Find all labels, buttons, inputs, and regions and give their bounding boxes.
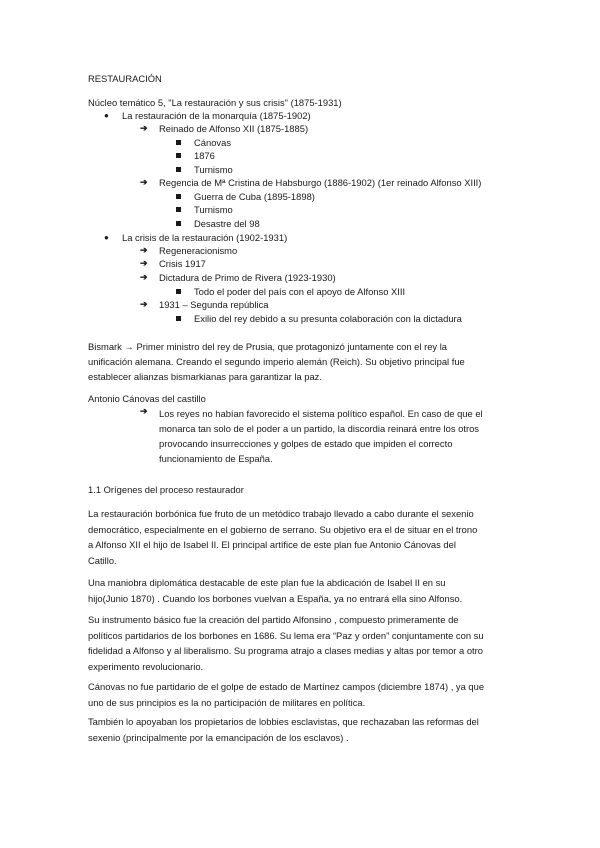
outline-item-a1-2: 1876 (194, 150, 215, 161)
outline-item-b1: Regeneracionismo (159, 245, 238, 256)
outline-item-a1-1: Cánovas (194, 137, 232, 148)
arrow-icon: ➔ (140, 177, 148, 187)
paragraph-line: establecer alianzas bismarkianas para garantizar la paz. (88, 371, 322, 382)
square-bullet-icon (176, 289, 181, 294)
outline-item-a2: Regencia de Mª Cristina de Habsburgo (1886-1902) (1er reinado Alfonso XIII) (159, 177, 482, 188)
outline-item-a: La restauración de la monarquía (1875-1902) (122, 110, 311, 121)
paragraph-line: También lo apoyaban los propietarios de lobbies esclavistas, que rechazaban las reformas del (88, 716, 479, 727)
paragraph-line: hijo(Junio 1870) . Cuando los borbones vuelvan a España, ya no entrará ella sino Alfonso. (88, 592, 463, 604)
paragraph-1 (88, 506, 520, 568)
outline-item-a2-3: Desastre del 98 (194, 218, 260, 229)
paragraph-line: Una maniobra diplomática destacable de este plan fue la abdicación de Isabel II en su (88, 577, 446, 588)
square-bullet-icon (176, 194, 181, 199)
paragraph-line: Bismark → Primer ministro del rey de Prusia, que protagonizó juntamente con el rey la (88, 341, 448, 352)
bismarck-paragraph (88, 339, 520, 384)
paragraph-line: unificación alemana. Creando el segundo imperio alemán (Reich). Su objetivo principal fue (88, 356, 465, 367)
paragraph-line: monarca tan solo de el poder a un partido, la discordia reinará entre los otros (159, 423, 479, 434)
paragraph-line: políticos partidarios de los borbones en 1686. Su lema era “Paz y orden” conjuntamente con su (88, 629, 484, 641)
arrow-icon: ➔ (140, 245, 148, 255)
outline-item-b4-1: Exilio del rey debido a su presunta colaboración con la dictadura (194, 313, 462, 324)
outline-item-a1-3: Turnismo (194, 164, 233, 175)
paragraph-line: sexenio (principalmente por la emancipación de los esclavos) . (88, 731, 349, 743)
paragraph-line: Cánovas no fue partidario de el golpe de estado de Martínez campos (diciembre 1874) , ya que (88, 681, 485, 692)
outline-item-b: La crisis de la restauración (1902-1931) (122, 232, 288, 243)
bullet-icon: ● (104, 111, 109, 120)
square-bullet-icon (176, 207, 181, 212)
paragraph-line: provocando insurrecciones y golpes de estado que impiden el correcto (159, 438, 453, 449)
document-title: RESTAURACIÓN (88, 73, 162, 84)
outline-item-b3: Dictadura de Primo de Rivera (1923-1930) (159, 272, 336, 283)
nucleo-heading: Núcleo temático 5, "La restauración y sus crisis" (1875-1931) (88, 97, 342, 108)
paragraph-line: experimento revolucionario. (88, 660, 204, 672)
paragraph-line: funcionamiento de España. (159, 453, 273, 464)
canovas-paragraph (159, 406, 519, 466)
paragraph-5 (88, 714, 520, 745)
paragraph-3 (88, 612, 520, 674)
arrow-icon: ➔ (140, 272, 148, 282)
outline-item-b3-1: Todo el poder del país con el apoyo de Alfonso XIII (194, 286, 406, 297)
square-bullet-icon (176, 140, 181, 145)
arrow-icon: ➔ (140, 299, 148, 309)
arrow-icon: ➔ (140, 258, 148, 268)
paragraph-line: a Alfonso XII el hijo de Isabel II. El principal artífice de este plan fue Antonio Cánovas del (88, 539, 456, 550)
arrow-icon: ➔ (140, 123, 148, 133)
outline-item-b2: Crisis 1917 (159, 258, 206, 269)
paragraph-line: Su instrumento básico fue la creación del partido Alfonsino , compuesto primeramente de (88, 614, 459, 625)
paragraph-line: Los reyes no habían favorecido el sistema político español. En caso de que el (159, 408, 483, 419)
outline-item-a1: Reinado de Alfonso XII (1875-1885) (159, 123, 309, 134)
paragraph-4 (88, 679, 520, 710)
arrow-icon: ➔ (140, 406, 148, 416)
outline-item-b4: 1931 – Segunda república (159, 299, 269, 310)
square-bullet-icon (176, 221, 181, 226)
paragraph-line: democrático, especialmente en el gobierno de serrano. Su objetivo era el de situar en el trono (88, 523, 478, 535)
paragraph-line: La restauración borbónica fue fruto de un metódico trabajo llevado a cabo durante el sexenio (88, 508, 474, 519)
canovas-heading: Antonio Cánovas del castillo (88, 393, 206, 404)
paragraph-line: fidelidad a Alfonso y al liberalismo. Su programa atrajo a clases medias y altas por temor a otro (88, 645, 483, 656)
outline-item-a2-2: Turnismo (194, 204, 233, 215)
paragraph-line: Catillo. (88, 554, 117, 566)
square-bullet-icon (176, 316, 181, 321)
paragraph-2 (88, 575, 520, 606)
paragraph-line: uno de sus principios es la no participación de militares en política. (88, 696, 366, 708)
square-bullet-icon (176, 167, 181, 172)
outline-item-a2-1: Guerra de Cuba (1895-1898) (194, 191, 315, 202)
section-title: 1.1 Orígenes del proceso restaurador (88, 484, 244, 495)
bullet-icon: ● (104, 233, 109, 242)
square-bullet-icon (176, 153, 181, 158)
